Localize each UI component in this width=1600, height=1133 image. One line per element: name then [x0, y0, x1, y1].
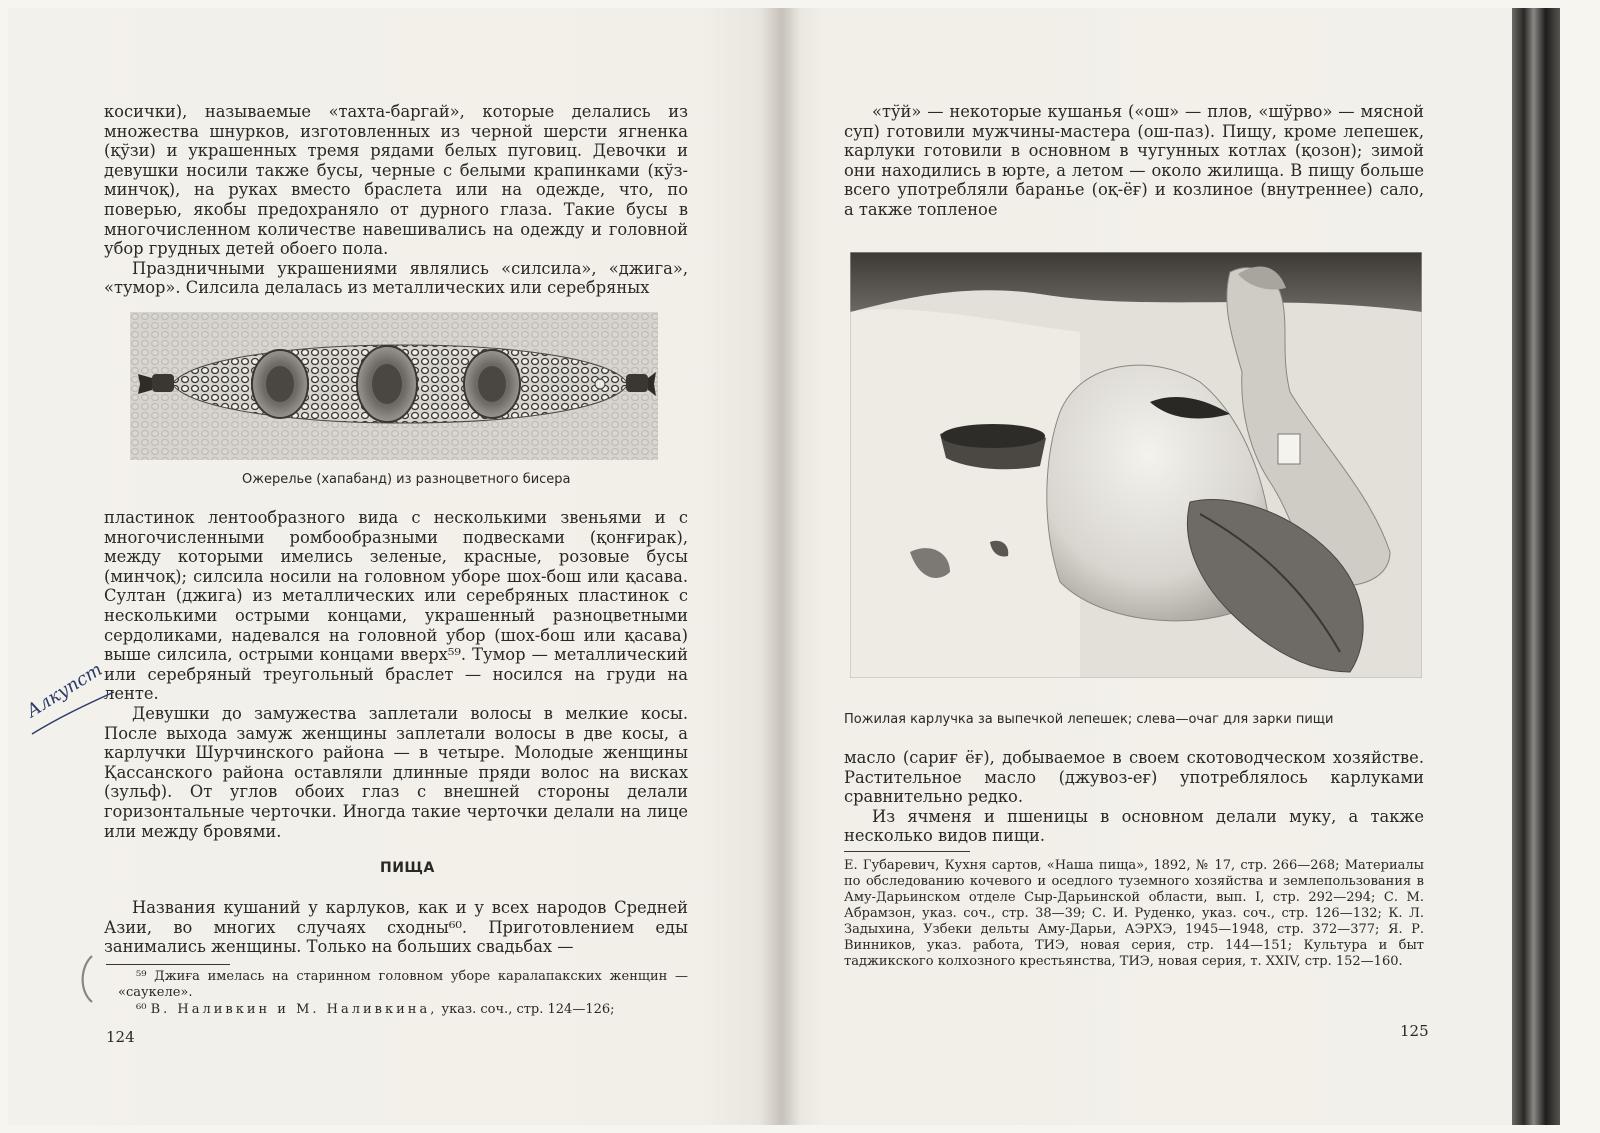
left-footnote-rule [106, 964, 230, 965]
footnote-59: ⁵⁹ Джиға имелась на старинном головном уборе каралапакских женщин — «саукеле». [118, 969, 688, 1000]
left-middle-text [104, 508, 688, 841]
footnote-60-prefix: ⁶⁰ [136, 1002, 151, 1017]
right-page [778, 8, 1560, 1125]
left-page [8, 8, 778, 1125]
page-number-right: 125 [1400, 1022, 1429, 1040]
left-paragraph-5: Названия кушаний у карлуков, как и у всех народов Средней Азии, во многих случаях сходны⁶⁰. Приготовлением еды занимались женщины. Только на больших свадьбах — [104, 898, 688, 957]
photo-caption: Пожилая карлучка за выпечкой лепешек; слева—очаг для зарки пищи [844, 712, 1334, 727]
right-paragraph-1: «тўй» — некоторые кушанья («ош» — плов, «шўрво» — мясной суп) готовили мужчины-мастера (ош-паз). Пищу, кроме лепешек, карлуки готовили в основном в чугунных котлах (қозон); зимой они находились в юрте, а летом — около жилища. В пищу больше всего употребляли баранье (оқ-ёғ) и козлиное (внутреннее) сало, а также топленое [844, 102, 1424, 219]
right-footnote: Е. Губаревич, Кухня сартов, «Наша пища», 1892, № 17, стр. 266—268; Материалы по обследованию кочевого и оседлого туземного хозяйства и землепользования в Аму-Дарьинском отделе Сыр-Дарьинской области, вып. I, стр. 292—294; С. М. Абрамзон, указ. соч., стр. 38—39; С. И. Руденко, указ. соч., стр. 126—132; К. Л. Задыхина, Узбеки дельты Аму-Дарьи, АЭРХЭ, 1945—1948, стр. 372—377; Я. Р. Винников, указ. работа, ТИЭ, новая серия, стр. 144—151; Культура и быт таджикского колхозного крестьянства, ТИЭ, новая серия, т. XXIV, стр. 152—160. [844, 858, 1424, 969]
left-paragraph-3: пластинок лентообразного вида с несколькими звеньями и с многочисленными ромбообразными подвесками (қонғирак), между которыми имелись зеленые, красные, розовые бусы (минчоқ); силсила носили на головном уборе шох-бош или қасава. Султан (джига) из металлических или серебряных пластинок с несколькими острыми концами, украшенный разноцветными сердоликами, надевался на головной убор (шох-бош или қасава) выше силсила, острыми концами вверх⁵⁹. Тумор — металлический или серебряный треугольный браслет — носился на груди на ленте. [104, 508, 688, 704]
page-number-left: 124 [106, 1028, 135, 1046]
left-paragraph-2: Праздничными украшениями являлись «силсила», «джига», «тумор». Силсила делалась из металлических или серебряных [104, 258, 688, 298]
book-edge [1512, 8, 1560, 1125]
right-bottom-text [844, 748, 1424, 846]
baking-photograph [850, 252, 1422, 678]
margin-pen-stroke [28, 668, 118, 738]
left-paragraph-4: Девушки до замужества заплетали волосы в мелкие косы. После выхода замуж женщины заплетали волосы в две косы, а карлучки Шурчинского района — в четыре. Молодые женщины Қассанского района оставляли длинные пряди волос на висках (зульф). От углов обоих глаз с внешней стороны делали горизонтальные черточки. Иногда такие черточки делали на лице или между бровями. [104, 703, 688, 841]
book-spread [8, 8, 1560, 1125]
right-paragraph-2: масло (сариғ ёғ), добываемое в своем скотоводческом хозяйстве. Растительное масло (джувоз-еғ) употреблялось карлуками сравнительно редко. [844, 748, 1424, 807]
footnote-60 [118, 1002, 688, 1018]
footnote-60-author: В. Наливкин и М. Наливкина, [150, 1002, 438, 1017]
margin-bracket-mark [74, 953, 98, 1005]
book-gutter [760, 8, 800, 1125]
necklace-caption: Ожерелье (хапабанд) из разноцветного бисера [242, 472, 571, 487]
handwritten-margin-note: Алкупст [22, 659, 107, 722]
left-food-text [104, 898, 688, 957]
section-heading-food: ПИЩА [380, 860, 435, 876]
right-footnote-rule [844, 851, 970, 852]
right-top-text [844, 102, 1424, 220]
left-paragraph-1: косички), называемые «тахта-баргай», которые делались из множества шнурков, изготовленных из черной шерсти ягненка (қўзи) и украшенных тремя рядами белых пуговиц. Девочки и девушки носили также бусы, черные с белыми крапинками (кўз-минчоқ), на руках вместо браслета или на одежде, что, по поверью, якобы предохраняло от дурного глаза. Такие бусы в многочисленном количестве навешивались на одежду и головной убор грудных детей обоего пола. [104, 102, 688, 259]
necklace-illustration [130, 312, 658, 460]
footnote-60-rest: указ. соч., стр. 124—126; [437, 1002, 615, 1017]
left-top-text [104, 102, 688, 298]
right-paragraph-3: Из ячменя и пшеницы в основном делали муку, а также несколько видов пищи. [844, 806, 1424, 846]
